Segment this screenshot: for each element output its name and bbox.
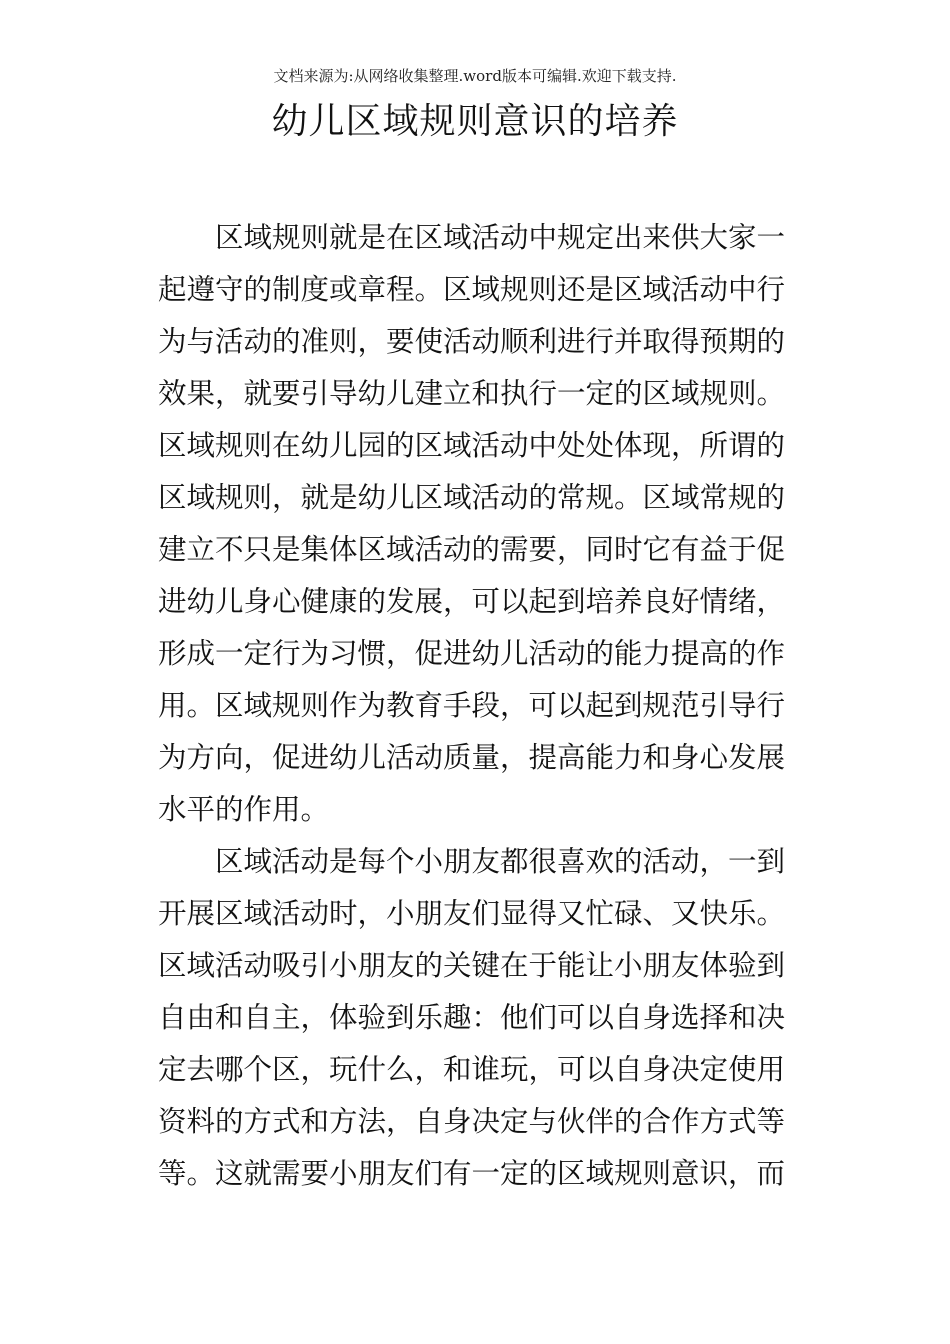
text-line: 区域规则，就是幼儿区域活动的常规。区域常规的 [158, 481, 786, 514]
paragraph-2 [158, 836, 798, 1200]
text-line: 区域活动吸引小朋友的关键在于能让小朋友体验到 [158, 949, 786, 982]
document-body [158, 212, 798, 1200]
text-line: 效果，就要引导幼儿建立和执行一定的区域规则。 [158, 377, 786, 410]
text-line: 建立不只是集体区域活动的需要，同时它有益于促 [158, 533, 786, 566]
text-line: 进幼儿身心健康的发展，可以起到培养良好情绪， [158, 585, 786, 618]
text-line: 资料的方式和方法，自身决定与伙伴的合作方式等 [158, 1105, 786, 1138]
text-line: 等。这就需要小朋友们有一定的区域规则意识，而 [158, 1157, 786, 1190]
text-line: 自由和自主，体验到乐趣：他们可以自身选择和决 [158, 1001, 786, 1034]
text-line: 起遵守的制度或章程。区域规则还是区域活动中行 [158, 273, 786, 306]
source-note: 文档来源为:从网络收集整理.word版本可编辑.欢迎下载支持. [273, 67, 677, 85]
text-line: 用。区域规则作为教育手段，可以起到规范引导行 [158, 689, 786, 722]
document-title: 幼儿区域规则意识的培养 [271, 101, 679, 142]
paragraph-1 [158, 212, 798, 836]
text-line: 定去哪个区，玩什么，和谁玩，可以自身决定使用 [158, 1053, 786, 1086]
text-line: 为与活动的准则，要使活动顺利进行并取得预期的 [158, 325, 786, 358]
text-line: 区域规则就是在区域活动中规定出来供大家一 [215, 221, 786, 254]
text-line: 区域规则在幼儿园的区域活动中处处体现，所谓的 [158, 429, 786, 462]
text-line: 区域活动是每个小朋友都很喜欢的活动，一到 [215, 845, 786, 878]
text-line: 形成一定行为习惯，促进幼儿活动的能力提高的作 [158, 637, 786, 670]
text-line: 为方向，促进幼儿活动质量，提高能力和身心发展 [158, 741, 786, 774]
text-line: 开展区域活动时，小朋友们显得又忙碌、又快乐。 [158, 897, 786, 930]
text-line: 水平的作用。 [158, 793, 330, 826]
